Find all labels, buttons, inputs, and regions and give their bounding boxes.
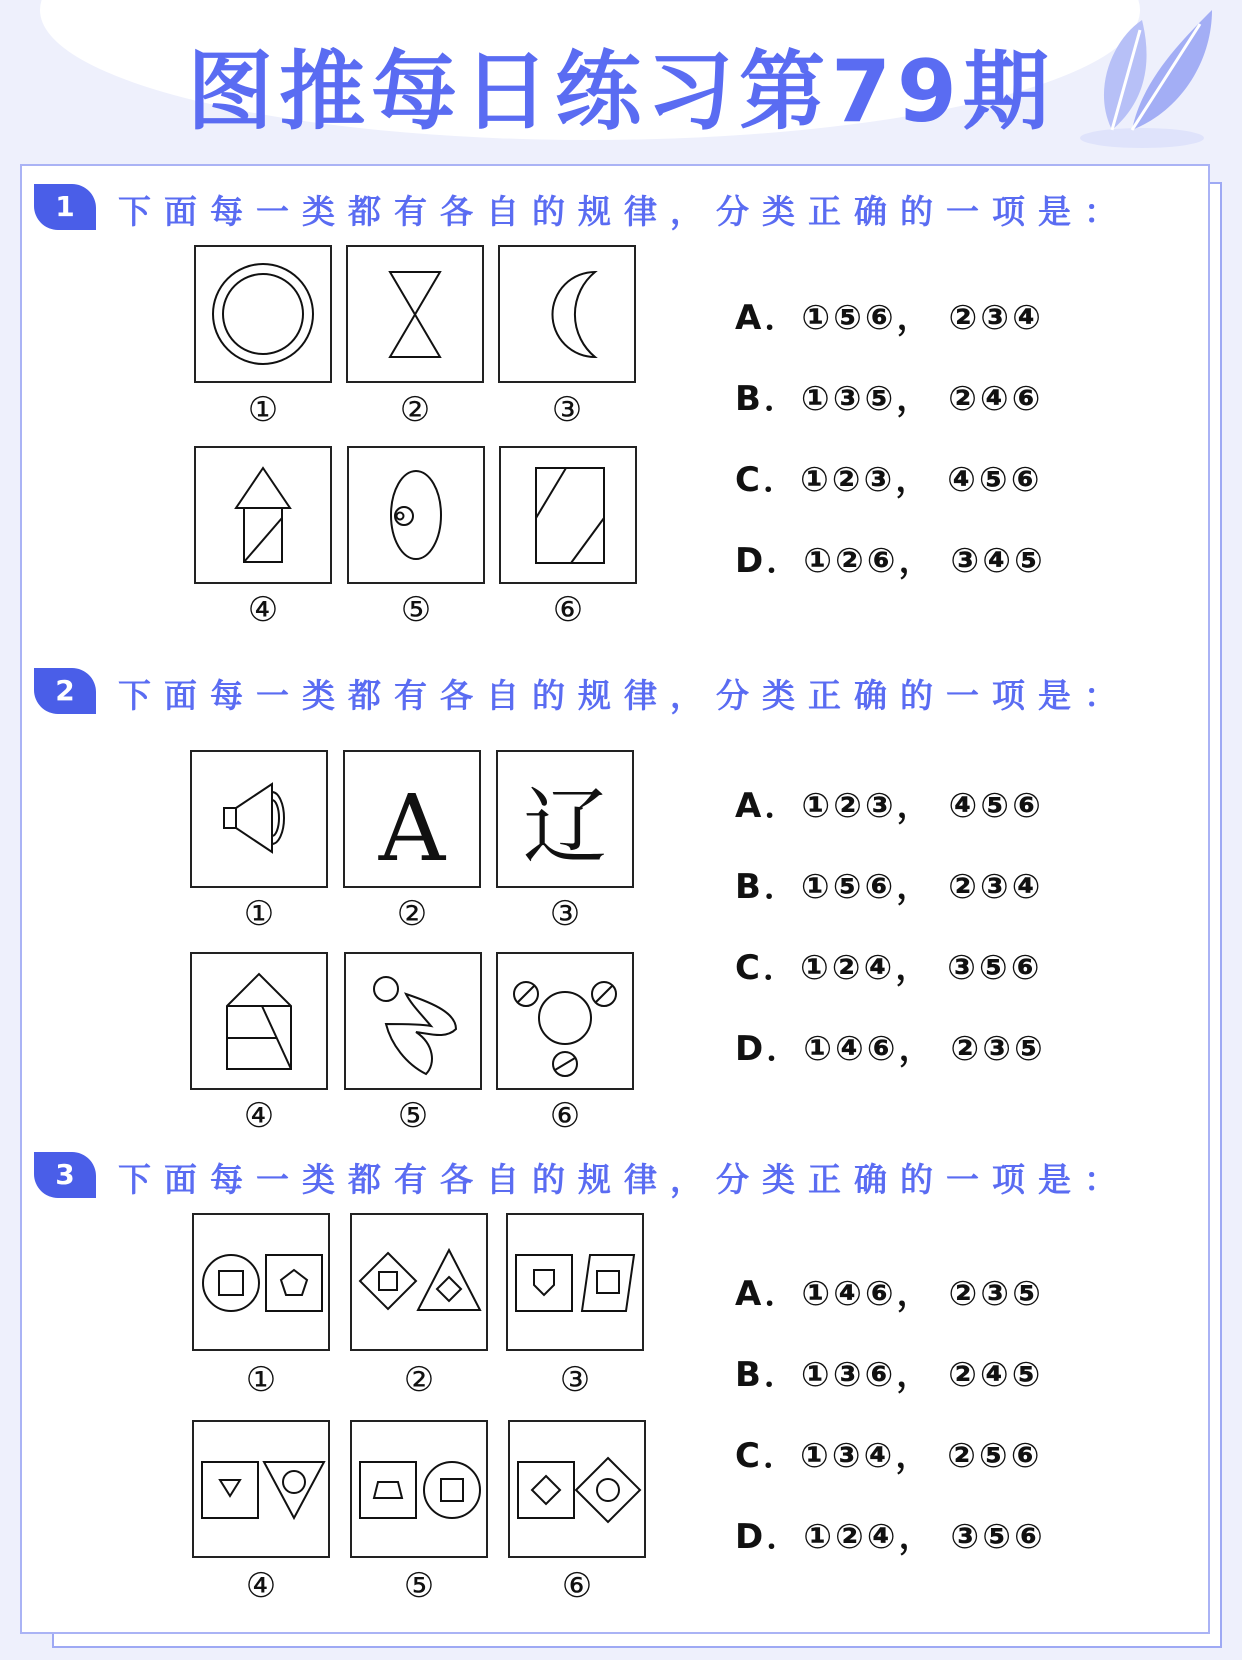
figure-label: ⑤	[397, 1096, 429, 1136]
page-title: 图推每日练习第79期	[187, 42, 1055, 142]
option-d[interactable]: D．①②⑥， ③④⑤	[735, 541, 1046, 581]
figure-label: ⑥	[552, 590, 584, 630]
figure-label: ④	[247, 590, 279, 630]
figure-label: ②	[396, 894, 428, 934]
letter-glyph: A	[378, 775, 446, 882]
figure-1	[194, 245, 332, 383]
option-c[interactable]: C．①②④， ③⑤⑥	[735, 948, 1043, 988]
figure-4	[190, 952, 328, 1090]
figure-5	[347, 446, 485, 584]
option-a[interactable]: A．①⑤⑥， ②③④	[735, 298, 1044, 338]
hanzi-glyph: 辽	[522, 778, 608, 876]
figure-2	[350, 1213, 488, 1351]
option-c[interactable]: C．①③④， ②⑤⑥	[735, 1436, 1043, 1476]
figure-5	[344, 952, 482, 1090]
question-text: 下面每一类都有各自的规律，分类正确的一项是：	[118, 1160, 1130, 1199]
figure-label: ⑥	[549, 1096, 581, 1136]
figure-label: ⑥	[561, 1566, 593, 1606]
figure-label: ⑤	[403, 1566, 435, 1606]
figure-6	[496, 952, 634, 1090]
question-number-badge: 2	[34, 668, 96, 714]
figure-3	[506, 1213, 644, 1351]
question-number-badge: 3	[34, 1152, 96, 1198]
figure-3	[498, 245, 636, 383]
option-a[interactable]: A．①②③， ④⑤⑥	[735, 786, 1044, 826]
figure-6	[499, 446, 637, 584]
figure-label: ①	[247, 390, 279, 430]
question-text: 下面每一类都有各自的规律，分类正确的一项是：	[118, 192, 1130, 231]
question-text: 下面每一类都有各自的规律，分类正确的一项是：	[118, 676, 1130, 715]
option-d[interactable]: D．①②④， ③⑤⑥	[735, 1517, 1046, 1557]
option-a[interactable]: A．①④⑥， ②③⑤	[735, 1274, 1044, 1314]
option-d[interactable]: D．①④⑥， ②③⑤	[735, 1029, 1046, 1069]
option-b[interactable]: B．①③⑥， ②④⑤	[735, 1355, 1044, 1395]
option-b[interactable]: B．①⑤⑥， ②③④	[735, 867, 1044, 907]
figure-3	[496, 750, 634, 888]
figure-label: ④	[243, 1096, 275, 1136]
figure-label: ④	[245, 1566, 277, 1606]
figure-1	[190, 750, 328, 888]
figure-6	[508, 1420, 646, 1558]
figure-label: ①	[245, 1360, 277, 1400]
question-number-badge: 1	[34, 184, 96, 230]
figure-label: ⑤	[400, 590, 432, 630]
figure-2	[343, 750, 481, 888]
figure-4	[192, 1420, 330, 1558]
figure-label: ③	[551, 390, 583, 430]
figure-label: ②	[403, 1360, 435, 1400]
option-c[interactable]: C．①②③， ④⑤⑥	[735, 460, 1043, 500]
figure-label: ③	[549, 894, 581, 934]
figure-1	[192, 1213, 330, 1351]
figure-2	[346, 245, 484, 383]
option-b[interactable]: B．①③⑤， ②④⑥	[735, 379, 1044, 419]
figure-label: ①	[243, 894, 275, 934]
figure-5	[350, 1420, 488, 1558]
figure-label: ③	[559, 1360, 591, 1400]
figure-label: ②	[399, 390, 431, 430]
figure-4	[194, 446, 332, 584]
